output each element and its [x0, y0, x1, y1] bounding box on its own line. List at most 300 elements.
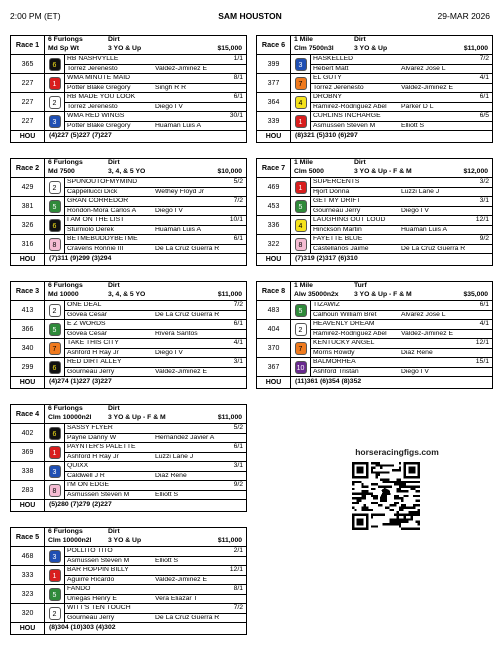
horse-name[interactable]: HASKELLED [313, 56, 354, 63]
trainer-name: Valdez-Jiminez E [155, 65, 208, 72]
entry-figure: 381 [11, 197, 45, 216]
jockey-name: Asmussen Steven M [67, 557, 130, 564]
morning-line-odds: 4/1 [479, 320, 490, 328]
jockey-name: Torrez Jerenesto [313, 84, 364, 91]
horse-name[interactable]: I AM ON THE LIST [67, 217, 125, 224]
post-position [45, 358, 65, 377]
trainer-name: Alvarez Jose L [401, 65, 446, 72]
horse-name[interactable]: TAKE THIS CITY [67, 340, 119, 347]
race-surface: Dirt [108, 405, 120, 413]
race-result-row [257, 377, 493, 389]
race-conditions [291, 36, 493, 55]
entry-figure: 364 [257, 93, 291, 112]
race-card [10, 281, 247, 389]
track-code: HOU [257, 377, 291, 389]
entry-row[interactable] [11, 216, 247, 235]
trainer-name: Singh R R [155, 84, 186, 91]
horse-name[interactable]: SUPERCENTS [313, 179, 360, 186]
race-header [11, 282, 247, 301]
horse-name[interactable]: SPUNOUTOFMYMIND [67, 179, 138, 186]
post-position [45, 547, 65, 566]
saddle-cloth-badge: 4 [295, 219, 307, 232]
entry-row[interactable] [11, 339, 247, 358]
horse-name[interactable]: POLLITO TITO [67, 548, 113, 555]
race-surface: Dirt [108, 36, 120, 44]
horse-name[interactable]: WMA MINUTE MAID [67, 75, 131, 82]
entry-row[interactable] [257, 112, 493, 131]
saddle-cloth-badge: 5 [49, 200, 61, 213]
post-position [45, 178, 65, 197]
horse-name[interactable]: RB NASHVYLLE [67, 56, 119, 63]
jockey-name: Torrez Jerenesto [67, 65, 118, 72]
entry-row[interactable] [11, 566, 247, 585]
saddle-cloth-badge: 5 [49, 323, 61, 336]
qr-code-icon[interactable] [352, 462, 420, 530]
post-position [45, 462, 65, 481]
morning-line-odds: 10/1 [229, 216, 244, 224]
morning-line-odds: 6/1 [233, 93, 244, 101]
entry-figure: 413 [11, 301, 45, 320]
entry-row[interactable] [11, 112, 247, 131]
trainer-name: Diego I V [155, 207, 183, 214]
morning-line-odds: 3/1 [233, 358, 244, 366]
trainer-name: Vera Eliazar T [155, 595, 198, 602]
trainer-name: Parker D L [401, 103, 434, 110]
race-ages: 3 YO & Up - F & M [354, 291, 412, 299]
morning-line-odds: 6/1 [233, 235, 244, 243]
race-result-row [257, 254, 493, 266]
trainer-name: Valdez-Jiminez E [155, 368, 208, 375]
saddle-cloth-badge: 10 [295, 361, 307, 374]
entry-row[interactable] [11, 55, 247, 74]
entry-row[interactable] [11, 197, 247, 216]
race-class: Md 10000 [48, 291, 79, 299]
entry-row[interactable] [257, 178, 493, 197]
entry-figure: 227 [11, 112, 45, 131]
morning-line-odds: 3/1 [233, 462, 244, 470]
jockey-name: Ashford H Ray Jr [67, 453, 119, 460]
saddle-cloth-badge: 3 [49, 115, 61, 128]
saddle-cloth-badge: 3 [49, 465, 61, 478]
entry-details [311, 216, 493, 235]
horse-name[interactable]: RED DIRT ALLEY [67, 359, 122, 366]
post-position [45, 216, 65, 235]
entry-row[interactable] [11, 547, 247, 566]
saddle-cloth-badge: 7 [295, 342, 307, 355]
post-position [45, 604, 65, 623]
race-conditions [291, 282, 493, 301]
entry-row[interactable] [257, 93, 493, 112]
morning-line-odds: 12/1 [475, 339, 490, 347]
entry-row[interactable] [11, 604, 247, 623]
saddle-cloth-badge: 8 [49, 238, 61, 251]
race-purse: $11,000 [463, 45, 489, 53]
trainer-name: Diego I V [401, 207, 429, 214]
morning-line-odds: 4/1 [479, 74, 490, 82]
race-card [10, 158, 247, 266]
entry-row[interactable] [11, 462, 247, 481]
race-surface: Dirt [108, 282, 120, 290]
trainer-name: De La Cruz Guerra R [155, 245, 220, 252]
post-position [291, 112, 311, 131]
entry-details [311, 235, 493, 254]
morning-line-odds: 6/1 [479, 301, 490, 309]
horse-name[interactable]: SASSY FLYER [67, 425, 113, 432]
race-ages: 3, 4, & 5 YO [108, 168, 146, 176]
race-purse: $11,000 [217, 291, 243, 299]
morning-line-odds: 5/2 [233, 178, 244, 186]
saddle-cloth-badge: 2 [49, 181, 61, 194]
track-code: HOU [11, 254, 45, 266]
race-result-row [11, 377, 247, 389]
race-conditions [45, 282, 247, 301]
entry-row[interactable] [257, 320, 493, 339]
race-header [257, 36, 493, 55]
entry-row[interactable] [257, 216, 493, 235]
entry-figure: 453 [257, 197, 291, 216]
race-result-row [11, 131, 247, 143]
race-ages: 3 YO & Up [108, 537, 142, 545]
morning-line-odds: 12/1 [475, 216, 490, 224]
entry-details [311, 197, 493, 216]
jockey-name: Gourneau Jerry [313, 207, 361, 214]
horse-name[interactable]: TIZAWIZ [313, 302, 340, 309]
entry-row[interactable] [11, 74, 247, 93]
trainer-name: Hernandez Javier A [155, 434, 215, 441]
race-header [11, 405, 247, 424]
trainer-name: Diego I V [155, 349, 183, 356]
entry-details [65, 481, 247, 500]
entry-details [65, 339, 247, 358]
entry-row[interactable] [257, 339, 493, 358]
saddle-cloth-badge: 2 [49, 96, 61, 109]
morning-line-odds: 8/1 [233, 74, 244, 82]
trainer-name: Elliott S [155, 557, 179, 564]
race-label[interactable]: Race 4 [11, 405, 45, 424]
post-position [291, 74, 311, 93]
horse-name[interactable]: KENTUCKY ANGEL [313, 340, 375, 347]
race-result: (8)304 (10)303 (4)302 [45, 623, 247, 635]
entry-details [65, 235, 247, 254]
entry-figure: 339 [257, 112, 291, 131]
race-label[interactable]: Race 7 [257, 159, 291, 178]
jockey-name: Asmussen Steven M [67, 491, 130, 498]
race-distance: 6 Furlongs [48, 36, 83, 44]
horse-name[interactable]: DROBNY [313, 94, 343, 101]
race-conditions [45, 528, 247, 547]
post-position [45, 585, 65, 604]
morning-line-odds: 7/2 [233, 604, 244, 612]
entry-details [311, 320, 493, 339]
race-distance: 6 Furlongs [48, 528, 83, 536]
race-label[interactable]: Race 5 [11, 528, 45, 547]
entry-details [311, 358, 493, 377]
horse-name[interactable]: FAYETTE BLUE [313, 236, 363, 243]
morning-line-odds: 7/2 [233, 301, 244, 309]
entry-details [65, 443, 247, 462]
race-result: (7)319 (2)317 (6)310 [291, 254, 493, 266]
morning-line-odds: 30/1 [229, 112, 244, 120]
trainer-name: Rivera Santos [155, 330, 198, 337]
post-position [291, 178, 311, 197]
jockey-name: Potter Blake Gregory [67, 122, 131, 129]
saddle-cloth-badge: 2 [49, 304, 61, 317]
trainer-name: Valdez-Jiminez E [401, 330, 454, 337]
race-purse: $11,000 [217, 537, 243, 545]
entry-row[interactable] [11, 93, 247, 112]
entry-row[interactable] [11, 178, 247, 197]
race-result: (8)321 (5)310 (6)297 [291, 131, 493, 143]
trainer-name: Elliott S [155, 491, 179, 498]
post-position [45, 112, 65, 131]
morning-line-odds: 3/1 [479, 197, 490, 205]
jockey-name: Sturniolo Derek [67, 226, 114, 233]
entry-figure: 367 [257, 358, 291, 377]
entry-row[interactable] [257, 74, 493, 93]
jockey-name: Cravens Ronnie III [67, 245, 124, 252]
horse-name[interactable]: E Z WORDS [67, 321, 106, 328]
horse-name[interactable]: QUIXX [67, 463, 89, 470]
race-distance: 6 Furlongs [48, 405, 83, 413]
post-position [45, 235, 65, 254]
post-position [45, 93, 65, 112]
morning-line-odds: 1/1 [233, 55, 244, 63]
trainer-name: Luzzi Lane J [155, 453, 194, 460]
horse-name[interactable]: GET MY DRIFT [313, 198, 361, 205]
race-class: Clm 10000n2l [48, 537, 92, 545]
entry-details [65, 462, 247, 481]
trainer-name: Wethey Floyd Jr [155, 188, 204, 195]
trainer-name: Diego I V [401, 368, 429, 375]
jockey-name: Calhoun William Bret [313, 311, 377, 318]
jockey-name: Caldwell J R [67, 472, 105, 479]
entry-figure: 365 [11, 55, 45, 74]
entry-details [311, 112, 493, 131]
entry-figure: 326 [11, 216, 45, 235]
post-position [291, 339, 311, 358]
morning-line-odds: 15/1 [475, 358, 490, 366]
race-purse: $11,000 [217, 414, 243, 422]
race-label[interactable]: Race 3 [11, 282, 45, 301]
post-position [45, 74, 65, 93]
jockey-name: Hinckson Martin [313, 226, 362, 233]
saddle-cloth-badge: 6 [49, 219, 61, 232]
horse-name[interactable]: BALMORHEA [313, 359, 356, 366]
saddle-cloth-badge: 1 [295, 115, 307, 128]
race-ages: 3 YO & Up - F & M [354, 168, 412, 176]
entry-figure: 402 [11, 424, 45, 443]
entry-details [311, 339, 493, 358]
race-card [10, 527, 247, 635]
horse-name[interactable]: PAYNTER'S PALETTE [67, 444, 136, 451]
post-position [291, 320, 311, 339]
entry-row[interactable] [257, 235, 493, 254]
jockey-name: Payne Danny W [67, 434, 117, 441]
horse-name[interactable]: BAR HOPPIN BILLY [67, 567, 129, 574]
race-header [11, 36, 247, 55]
entry-row[interactable] [11, 358, 247, 377]
horse-name[interactable]: EL GUTY [313, 75, 342, 82]
horse-name[interactable]: ONE DEAL [67, 302, 102, 309]
post-position [291, 93, 311, 112]
jockey-name: Govea Cesar [67, 311, 108, 318]
post-position [45, 320, 65, 339]
trainer-name: Diego I V [155, 103, 183, 110]
morning-line-odds: 3/2 [479, 178, 490, 186]
jockey-name: Cappellucci Dick [67, 188, 118, 195]
entry-figure: 320 [11, 604, 45, 623]
race-distance: 1 Mile [294, 36, 313, 44]
race-result-row [257, 131, 493, 143]
jockey-name: Torrez Jerenesto [67, 103, 118, 110]
entry-figure: 366 [11, 320, 45, 339]
entry-details [65, 74, 247, 93]
race-purse: $12,000 [463, 168, 489, 176]
entry-row[interactable] [257, 197, 493, 216]
race-class: Alw 35000n2x [294, 291, 339, 299]
race-card [10, 404, 247, 512]
trainer-name: Huaman Luis A [401, 226, 448, 233]
jockey-name: Castellanos Jaime [313, 245, 369, 252]
entry-details [311, 74, 493, 93]
entry-row[interactable] [257, 358, 493, 377]
entry-figure: 283 [11, 481, 45, 500]
race-class: Clm 5000 [294, 168, 324, 176]
race-ages: 3 YO & Up - F & M [108, 414, 166, 422]
saddle-cloth-badge: 7 [295, 77, 307, 90]
entry-details [311, 93, 493, 112]
entry-details [65, 93, 247, 112]
entry-figure: 429 [11, 178, 45, 197]
saddle-cloth-badge: 1 [49, 77, 61, 90]
post-position [45, 301, 65, 320]
race-label[interactable]: Race 1 [11, 36, 45, 55]
jockey-name: Ramirez-Rodriguez Abel [313, 330, 387, 337]
race-header [11, 528, 247, 547]
morning-line-odds: 12/1 [229, 566, 244, 574]
horse-name[interactable]: LAUGHING OUT LOUD [313, 217, 386, 224]
race-header [257, 159, 493, 178]
horse-name[interactable]: FANDO [67, 586, 91, 593]
race-surface: Dirt [354, 159, 366, 167]
post-position [291, 55, 311, 74]
horse-name[interactable]: GRAN CORREDOR [67, 198, 129, 205]
entry-details [311, 301, 493, 320]
entry-details [65, 566, 247, 585]
entry-row[interactable] [11, 320, 247, 339]
trainer-name: Valdez-Jiminez E [401, 84, 454, 91]
saddle-cloth-badge: 5 [295, 200, 307, 213]
entry-row[interactable] [257, 301, 493, 320]
jockey-name: Gourneau Jerry [67, 614, 115, 621]
jockey-name: Aguirre Ricardo [67, 576, 115, 583]
entry-figure: 322 [257, 235, 291, 254]
post-position [291, 235, 311, 254]
trainer-name: Valdez-Jiminez E [155, 576, 208, 583]
race-card [10, 35, 247, 143]
entry-figure: 323 [11, 585, 45, 604]
trainer-name: Luzzi Lane J [401, 188, 440, 195]
race-result: (5)280 (7)279 (2)227 [45, 500, 247, 512]
horse-name[interactable]: WMA RED WINGS [67, 113, 125, 120]
race-distance: 1 Mile [294, 159, 313, 167]
race-class: Clm 7500n3l [294, 45, 334, 53]
horse-name[interactable]: RB MADE YOU LOOK [67, 94, 136, 101]
entry-details [311, 178, 493, 197]
saddle-cloth-badge: 1 [49, 446, 61, 459]
entry-row[interactable] [11, 301, 247, 320]
morning-line-odds: 9/2 [233, 481, 244, 489]
horse-name[interactable]: HEAVENLY DREAM [313, 321, 375, 328]
trainer-name: Huaman Luis A [155, 122, 202, 129]
entry-row[interactable] [11, 443, 247, 462]
race-purse: $10,000 [217, 168, 243, 176]
post-position [45, 55, 65, 74]
entry-figure: 404 [257, 320, 291, 339]
horse-name[interactable]: I'M ON EDGE [67, 482, 110, 489]
entry-row[interactable] [11, 585, 247, 604]
saddle-cloth-badge: 2 [49, 607, 61, 620]
race-card [256, 281, 493, 389]
site-brand[interactable]: horseracingfigs.com [355, 447, 439, 457]
entry-row[interactable] [257, 55, 493, 74]
race-surface: Turf [354, 282, 367, 290]
track-code: HOU [257, 131, 291, 143]
horse-name[interactable]: WITT'S TEN TOUCH [67, 605, 131, 612]
track-name: SAM HOUSTON [218, 11, 282, 21]
race-surface: Dirt [354, 36, 366, 44]
horse-name[interactable]: BETMEBUDDYBETME [67, 236, 138, 243]
race-purse: $15,000 [217, 45, 243, 53]
morning-line-odds: 5/2 [233, 424, 244, 432]
entry-details [65, 585, 247, 604]
race-distance: 6 Furlongs [48, 159, 83, 167]
morning-line-odds: 9/2 [479, 235, 490, 243]
trainer-name: Alvarez Jose L [401, 311, 446, 318]
race-conditions [45, 159, 247, 178]
jockey-name: Uriegas Henry E [67, 595, 117, 602]
race-purse: $35,000 [463, 291, 489, 299]
race-label[interactable]: Race 8 [257, 282, 291, 301]
race-label[interactable]: Race 6 [257, 36, 291, 55]
race-result-row [11, 500, 247, 512]
post-position [45, 197, 65, 216]
race-class: Md Sp Wt [48, 45, 79, 53]
jockey-name: Ashford Tristan [313, 368, 359, 375]
morning-line-odds: 6/1 [479, 93, 490, 101]
saddle-cloth-badge: 8 [295, 238, 307, 251]
jockey-name: Ramirez-Rodriguez Abel [313, 103, 387, 110]
entry-row[interactable] [11, 481, 247, 500]
entry-details [65, 424, 247, 443]
entry-figure: 399 [257, 55, 291, 74]
race-header [11, 159, 247, 178]
saddle-cloth-badge: 6 [49, 361, 61, 374]
entry-figure: 316 [11, 235, 45, 254]
horse-name[interactable]: CURLINS INCHARGE [313, 113, 381, 120]
post-position [291, 301, 311, 320]
trainer-name: De La Cruz Guerra R [401, 245, 466, 252]
entry-row[interactable] [11, 235, 247, 254]
entry-row[interactable] [11, 424, 247, 443]
race-date: 29-MAR 2026 [437, 11, 490, 21]
race-card [256, 35, 493, 143]
entry-figure: 227 [11, 74, 45, 93]
race-result: (7)311 (9)299 (3)294 [45, 254, 247, 266]
track-code: HOU [11, 623, 45, 635]
entry-figure: 483 [257, 301, 291, 320]
race-label[interactable]: Race 2 [11, 159, 45, 178]
